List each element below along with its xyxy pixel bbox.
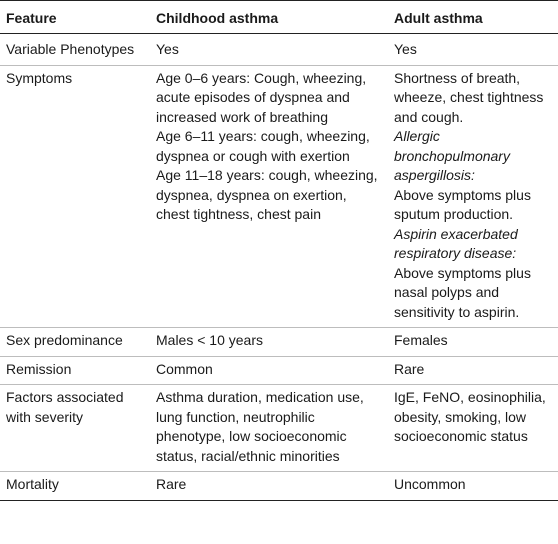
adult-asthma-subheading: Allergic bronchopulmonary aspergillosis: [394, 128, 510, 183]
adult-asthma-text: Above symptoms plus sputum production. [394, 186, 531, 222]
table-row [0, 356, 558, 385]
header-childhood-asthma: Childhood asthma [150, 1, 388, 34]
childhood-asthma-text: Asthma duration, medication use, lung function, neutrophilic phenotype, low socioeconomic status, racial/ethnic minorities [156, 389, 364, 464]
adult-asthma-text: Shortness of breath, wheeze, chest tightness and cough. [394, 69, 544, 125]
table-row [0, 472, 558, 501]
header-feature: Feature [0, 1, 150, 34]
table-row [0, 65, 558, 328]
childhood-asthma-text: Age 0–6 years: Cough, wheezing, acute episodes of dyspnea and increased work of breathing [156, 69, 367, 125]
childhood-asthma-text: Age 6–11 years: cough, wheezing, dyspnea or cough with exertion [156, 128, 370, 164]
adult-asthma-text: IgE, FeNO, eosinophilia, obesity, smoking, low socioeconomic status [394, 389, 546, 444]
adult-asthma-subheading: Aspirin exacerbated respiratory disease: [394, 225, 518, 261]
table-row [0, 385, 558, 472]
adult-asthma-cell [388, 385, 558, 472]
childhood-asthma-cell [150, 472, 388, 501]
table-body [0, 34, 558, 501]
childhood-asthma-cell [150, 356, 388, 385]
childhood-asthma-text: Age 11–18 years: cough, wheezing, dyspnea, dyspnea on exertion, chest tightness, chest pain [156, 167, 378, 222]
header-row [0, 1, 558, 34]
adult-asthma-text: Females [394, 332, 448, 348]
childhood-asthma-text: Males < 10 years [156, 332, 263, 348]
adult-asthma-text: Yes [394, 41, 417, 57]
adult-asthma-cell [388, 34, 558, 66]
adult-asthma-cell [388, 472, 558, 501]
header-adult-asthma: Adult asthma [388, 1, 558, 34]
childhood-asthma-cell [150, 34, 388, 66]
adult-asthma-cell [388, 328, 558, 357]
childhood-asthma-text: Yes [156, 41, 179, 57]
feature-cell: Factors associated with severity [0, 385, 150, 472]
adult-asthma-cell [388, 356, 558, 385]
childhood-asthma-text: Rare [156, 476, 187, 492]
table-row [0, 328, 558, 357]
feature-cell: Remission [0, 356, 150, 385]
feature-cell: Symptoms [0, 65, 150, 328]
childhood-asthma-cell [150, 328, 388, 357]
adult-asthma-cell [388, 65, 558, 328]
childhood-asthma-text: Common [156, 360, 213, 377]
feature-cell: Variable Phenotypes [0, 34, 150, 66]
adult-asthma-text: Above symptoms plus nasal polyps and sensitivity to aspirin. [394, 264, 531, 320]
feature-cell: Sex predominance [0, 328, 150, 357]
table-row [0, 34, 558, 66]
adult-asthma-text: Uncommon [394, 476, 466, 492]
childhood-asthma-cell [150, 65, 388, 328]
feature-cell: Mortality [0, 472, 150, 501]
childhood-asthma-cell [150, 385, 388, 472]
adult-asthma-text: Rare [394, 360, 425, 377]
